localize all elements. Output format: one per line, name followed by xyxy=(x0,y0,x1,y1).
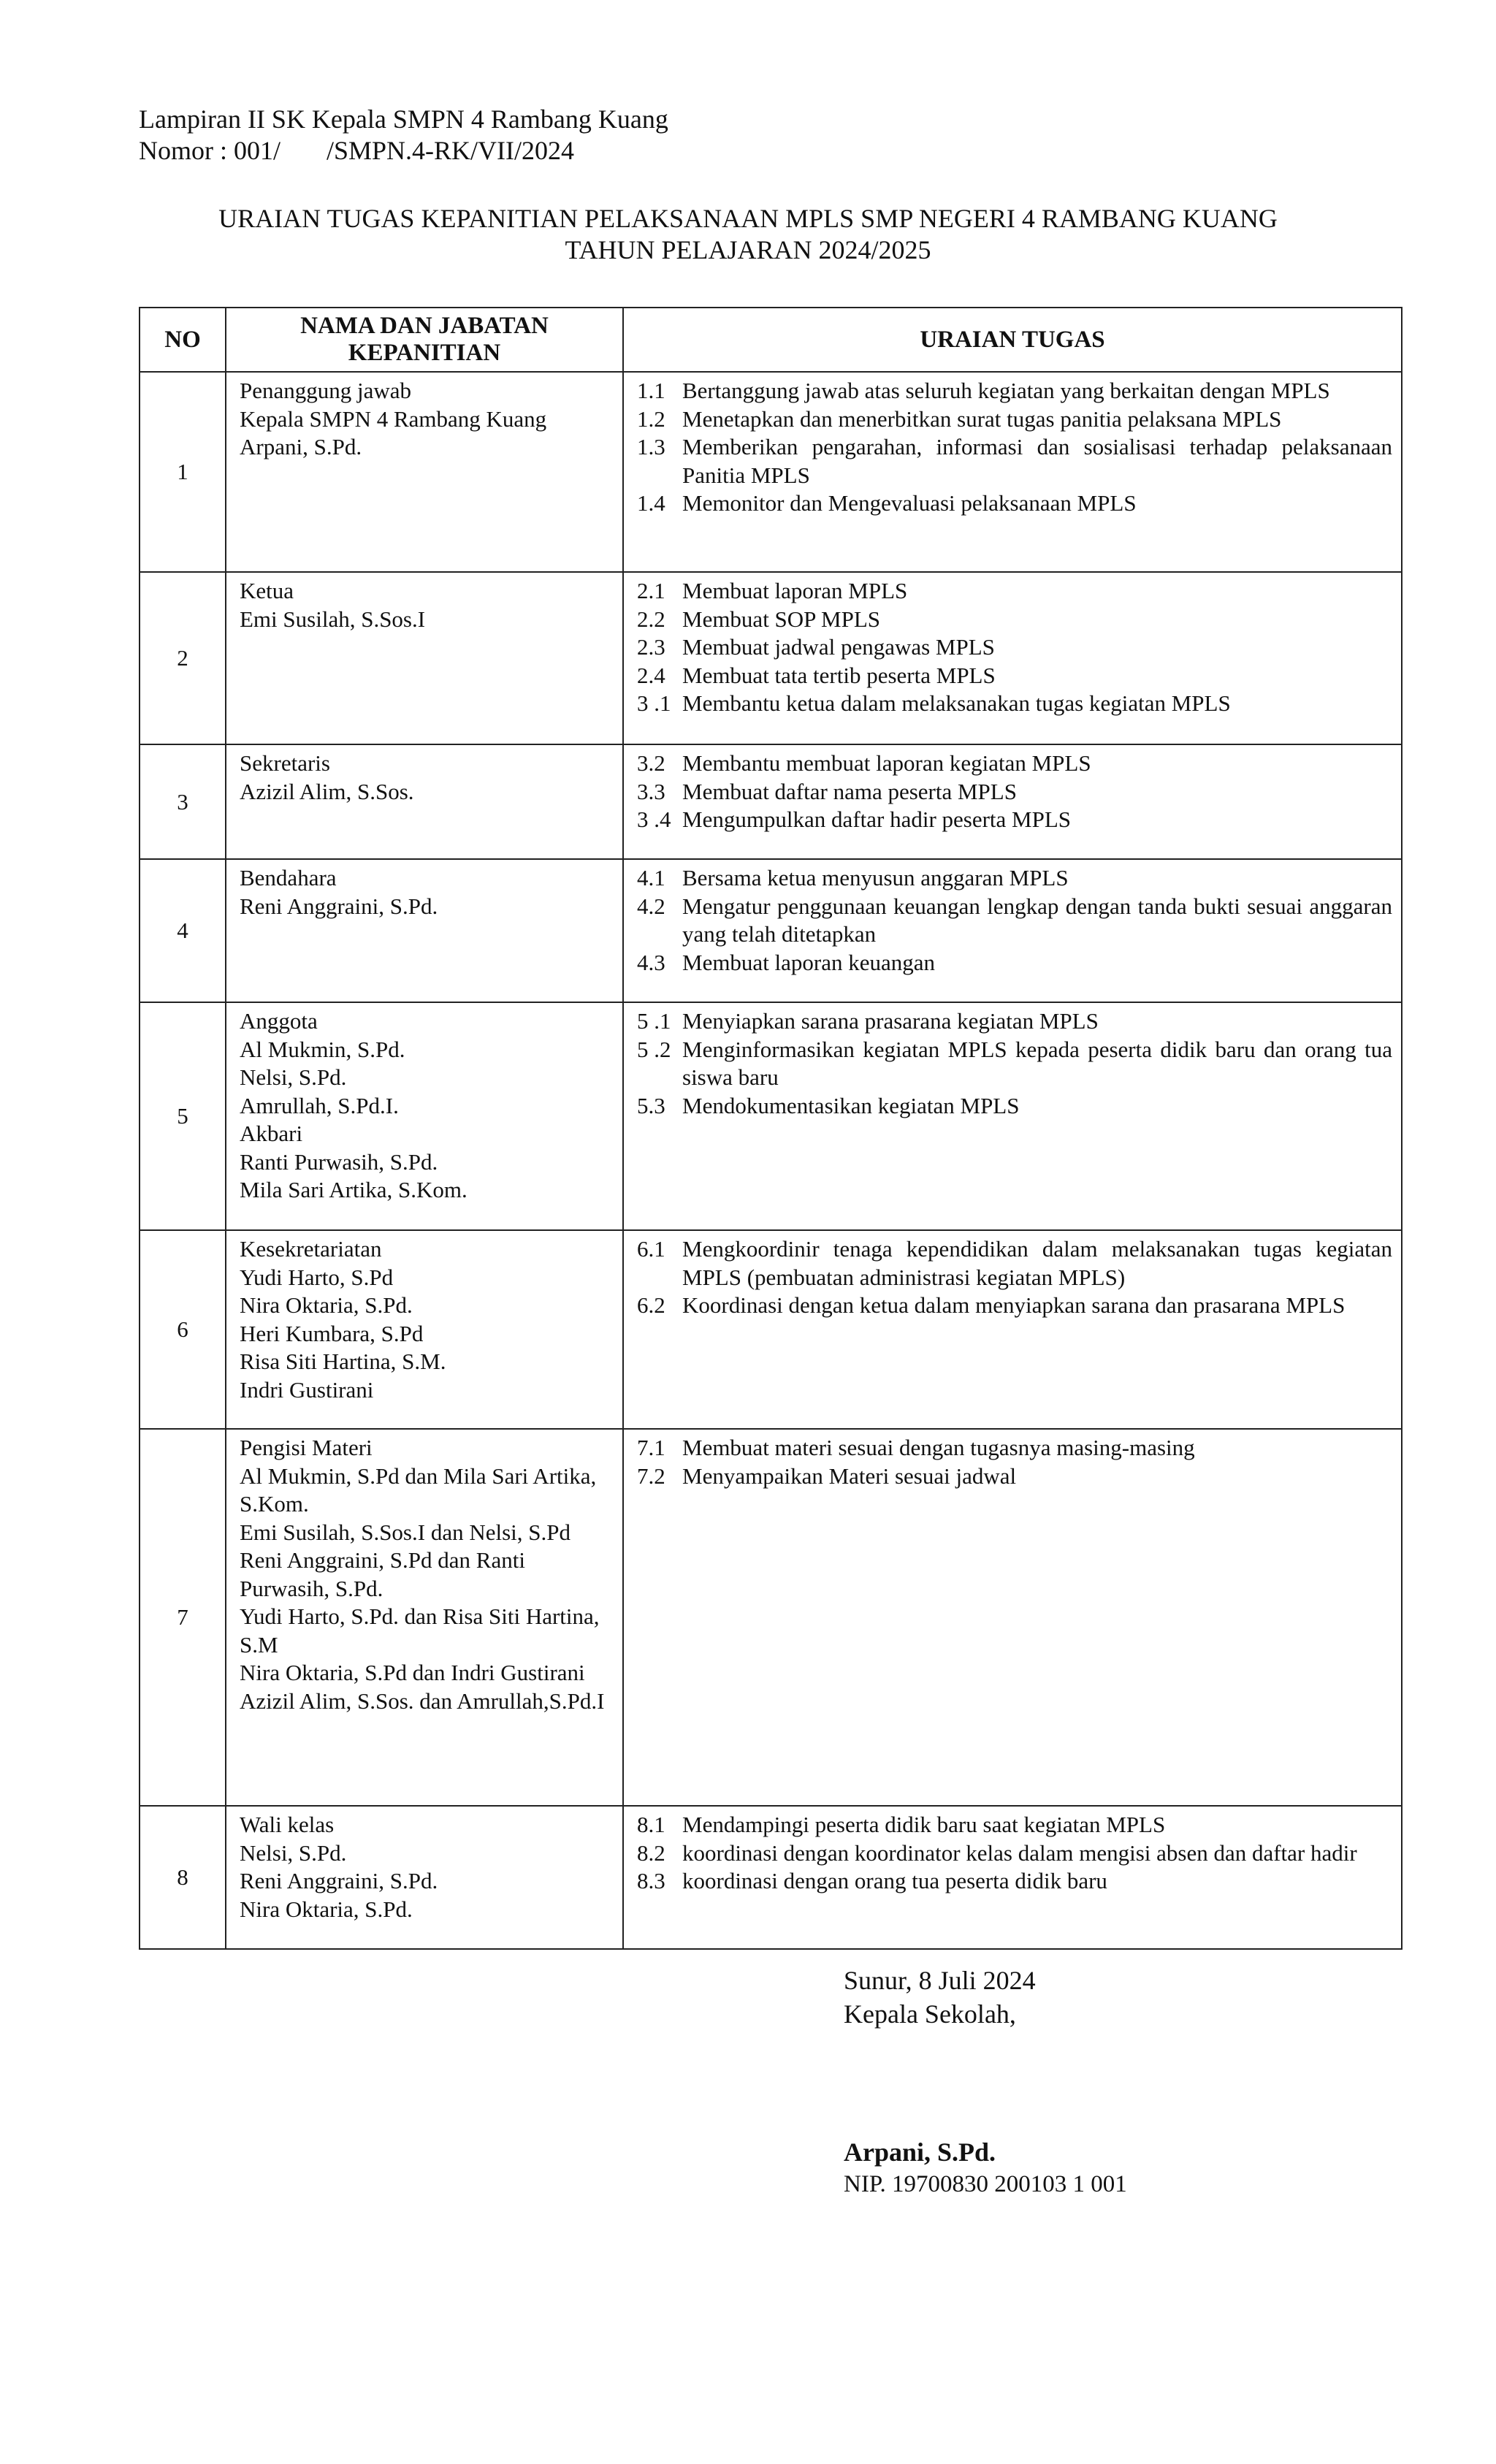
task-item xyxy=(637,405,1392,434)
task-list-cell xyxy=(623,1002,1402,1230)
committee-member: Ranti Purwasih, S.Pd. xyxy=(240,1148,438,1175)
task-item xyxy=(637,1839,1392,1868)
committee-member: Nira Oktaria, S.Pd. xyxy=(240,1292,413,1318)
attachment-reference: Lampiran II SK Kepala SMPN 4 Rambang Kuang xyxy=(139,104,668,134)
task-text: Membantu ketua dalam melaksanakan tugas kegiatan MPLS xyxy=(682,690,1231,716)
committee-role: Sekretaris xyxy=(240,750,330,776)
task-item xyxy=(637,1092,1392,1121)
committee-member: Al Mukmin, S.Pd dan Mila Sari Artika, S.Kom. xyxy=(240,1462,597,1517)
task-item xyxy=(637,1235,1392,1292)
task-list-cell xyxy=(623,572,1402,744)
task-text: Mengkoordinir tenaga kependidikan dalam melaksanakan tugas kegiatan MPLS (pembuatan administrasi kegiatan MPLS) xyxy=(682,1236,1392,1290)
task-list-cell xyxy=(623,372,1402,572)
task-text: Mengatur penggunaan keuangan lengkap dengan tanda bukti sesuai anggaran yang telah ditetapkan xyxy=(682,893,1392,947)
task-number: 2.1 xyxy=(637,578,665,603)
committee-names-cell xyxy=(226,1230,623,1429)
row-number: 4 xyxy=(140,859,226,1002)
task-text: Bersama ketua menyusun anggaran MPLS xyxy=(682,865,1069,890)
task-item xyxy=(637,1462,1392,1491)
task-item xyxy=(637,1036,1392,1092)
task-item xyxy=(637,377,1392,405)
task-number: 4.3 xyxy=(637,949,665,975)
task-list-cell xyxy=(623,1429,1402,1806)
committee-role: Bendahara xyxy=(240,865,337,890)
task-number: 1.3 xyxy=(637,434,665,459)
task-number: 8.3 xyxy=(637,1868,665,1893)
task-text: Membuat jadwal pengawas MPLS xyxy=(682,634,995,660)
task-text: Mendampingi peserta didik baru saat kegiatan MPLS xyxy=(682,1812,1166,1837)
table-row xyxy=(140,1429,1402,1806)
table-row xyxy=(140,1806,1402,1949)
signer-role: Kepala Sekolah, xyxy=(844,1999,1016,2029)
committee-member: Nira Oktaria, S.Pd dan Indri Gustirani xyxy=(240,1660,585,1685)
task-item xyxy=(637,489,1392,518)
committee-role: Wali kelas xyxy=(240,1812,335,1837)
committee-member: Amrullah, S.Pd.I. xyxy=(240,1092,399,1118)
task-text: Membuat materi sesuai dengan tugasnya masing-masing xyxy=(682,1435,1195,1460)
committee-names-cell xyxy=(226,572,623,744)
row-number: 2 xyxy=(140,572,226,744)
committee-role: Anggota xyxy=(240,1008,318,1034)
place-date: Sunur, 8 Juli 2024 xyxy=(844,1966,1036,1995)
row-number: 1 xyxy=(140,372,226,572)
task-list-cell xyxy=(623,744,1402,859)
header-no: NO xyxy=(140,308,226,372)
task-text: Menginformasikan kegiatan MPLS kepada peserta didik baru dan orang tua siswa baru xyxy=(682,1036,1392,1090)
task-text: Membuat tata tertib peserta MPLS xyxy=(682,662,996,688)
row-number: 3 xyxy=(140,744,226,859)
committee-role: Kesekretariatan xyxy=(240,1236,382,1262)
committee-member: Yudi Harto, S.Pd. dan Risa Siti Hartina, S.M xyxy=(240,1603,600,1658)
task-text: Membantu membuat laporan kegiatan MPLS xyxy=(682,750,1091,776)
committee-names-cell xyxy=(226,744,623,859)
committee-member: Emi Susilah, S.Sos.I xyxy=(240,606,426,632)
task-text: Bertanggung jawab atas seluruh kegiatan yang berkaitan dengan MPLS xyxy=(682,378,1330,403)
row-number: 7 xyxy=(140,1429,226,1806)
committee-names-cell xyxy=(226,859,623,1002)
task-text: koordinasi dengan koordinator kelas dalam mengisi absen dan daftar hadir xyxy=(682,1839,1357,1866)
header-tasks: URAIAN TUGAS xyxy=(623,308,1402,372)
committee-member: Emi Susilah, S.Sos.I dan Nelsi, S.Pd xyxy=(240,1519,570,1545)
committee-member: Reni Anggraini, S.Pd. xyxy=(240,1868,438,1893)
task-number: 5 .2 xyxy=(637,1036,671,1062)
committee-member: Azizil Alim, S.Sos. dan Amrullah,S.Pd.I xyxy=(240,1687,605,1714)
task-text: Membuat laporan keuangan xyxy=(682,949,936,975)
table-row xyxy=(140,1002,1402,1230)
task-item xyxy=(637,864,1392,893)
task-text: Koordinasi dengan ketua dalam menyiapkan sarana dan prasarana MPLS xyxy=(682,1292,1346,1318)
task-text: Memberikan pengarahan, informasi dan sosialisasi terhadap pelaksanaan Panitia MPLS xyxy=(682,434,1392,488)
task-list-cell xyxy=(623,1806,1402,1949)
committee-member: Nelsi, S.Pd. xyxy=(240,1839,347,1866)
title-line-2: TAHUN PELAJARAN 2024/2025 xyxy=(565,235,931,264)
committee-role: Ketua xyxy=(240,578,294,603)
committee-member: Risa Siti Hartina, S.M. xyxy=(240,1349,446,1374)
committee-member: Azizil Alim, S.Sos. xyxy=(240,778,414,804)
task-number: 1.2 xyxy=(637,405,665,432)
committee-member: Arpani, S.Pd. xyxy=(240,434,362,459)
signature-block xyxy=(844,1964,1036,2031)
task-number: 2.2 xyxy=(637,606,665,632)
task-item xyxy=(637,893,1392,949)
task-item xyxy=(637,778,1392,806)
committee-member: Akbari xyxy=(240,1121,303,1146)
task-number: 4.2 xyxy=(637,893,665,919)
duty-table xyxy=(139,307,1402,1950)
task-item xyxy=(637,662,1392,690)
task-item xyxy=(637,1007,1392,1036)
task-number: 7.1 xyxy=(637,1435,665,1460)
task-item xyxy=(637,433,1392,489)
task-number: 1.1 xyxy=(637,378,665,403)
committee-member: Nira Oktaria, S.Pd. xyxy=(240,1896,413,1922)
task-item xyxy=(637,1434,1392,1462)
task-number: 3.2 xyxy=(637,750,665,776)
table-row xyxy=(140,372,1402,572)
task-item xyxy=(637,1292,1392,1320)
task-item xyxy=(637,1867,1392,1896)
table-row xyxy=(140,859,1402,1002)
committee-names-cell xyxy=(226,1429,623,1806)
task-item xyxy=(637,577,1392,606)
task-number: 6.2 xyxy=(637,1292,665,1318)
task-text: Mendokumentasikan kegiatan MPLS xyxy=(682,1092,1020,1118)
signer-name: Arpani, S.Pd. xyxy=(844,2137,996,2167)
committee-member: Yudi Harto, S.Pd xyxy=(240,1264,394,1290)
committee-member: Al Mukmin, S.Pd. xyxy=(240,1036,405,1062)
task-text: Menyampaikan Materi sesuai jadwal xyxy=(682,1462,1017,1489)
committee-names-cell xyxy=(226,1806,623,1949)
task-text: Membuat daftar nama peserta MPLS xyxy=(682,778,1017,804)
task-item xyxy=(637,750,1392,778)
table-body xyxy=(140,372,1402,1949)
committee-member: Kepala SMPN 4 Rambang Kuang xyxy=(240,405,547,432)
committee-member: Reni Anggraini, S.Pd. xyxy=(240,893,438,919)
task-number: 2.3 xyxy=(637,634,665,660)
committee-role: Penanggung jawab xyxy=(240,378,412,403)
committee-member: Mila Sari Artika, S.Kom. xyxy=(240,1177,468,1202)
task-number: 2.4 xyxy=(637,662,665,688)
task-list-cell xyxy=(623,1230,1402,1429)
committee-role: Pengisi Materi xyxy=(240,1435,373,1460)
table-row xyxy=(140,744,1402,859)
header-names: NAMA DAN JABATAN KEPANITIAN xyxy=(226,308,623,372)
committee-names-cell xyxy=(226,372,623,572)
task-number: 3 .4 xyxy=(637,806,671,832)
task-number: 4.1 xyxy=(637,865,665,890)
task-number: 6.1 xyxy=(637,1236,665,1262)
table-header-row xyxy=(140,308,1402,372)
task-text: Menyiapkan sarana prasarana kegiatan MPLS xyxy=(682,1008,1099,1034)
row-number: 5 xyxy=(140,1002,226,1230)
task-text: Mengumpulkan daftar hadir peserta MPLS xyxy=(682,806,1072,832)
committee-member: Nelsi, S.Pd. xyxy=(240,1064,347,1090)
row-number: 8 xyxy=(140,1806,226,1949)
committee-member: Reni Anggraini, S.Pd dan Ranti Purwasih, S.Pd. xyxy=(240,1547,525,1601)
table-row xyxy=(140,572,1402,744)
task-number: 1.4 xyxy=(637,490,665,516)
document-header xyxy=(139,104,668,167)
task-number: 8.2 xyxy=(637,1839,665,1866)
title-line-1: URAIAN TUGAS KEPANITIAN PELAKSANAAN MPLS SMP NEGERI 4 RAMBANG KUANG xyxy=(218,204,1278,233)
task-item xyxy=(637,1811,1392,1839)
row-number: 6 xyxy=(140,1230,226,1429)
task-number: 8.1 xyxy=(637,1812,665,1837)
committee-names-cell xyxy=(226,1002,623,1230)
task-item xyxy=(637,949,1392,977)
task-number: 3 .1 xyxy=(637,690,671,716)
task-item xyxy=(637,690,1392,718)
task-number: 5.3 xyxy=(637,1092,665,1118)
task-text: koordinasi dengan orang tua peserta didik baru xyxy=(682,1868,1107,1893)
task-list-cell xyxy=(623,859,1402,1002)
committee-member: Heri Kumbara, S.Pd xyxy=(240,1320,424,1346)
task-number: 5 .1 xyxy=(637,1008,671,1034)
document-number: Nomor : 001/ /SMPN.4-RK/VII/2024 xyxy=(139,136,575,165)
task-item xyxy=(637,806,1392,834)
task-item xyxy=(637,633,1392,662)
task-number: 3.3 xyxy=(637,778,665,804)
table-row xyxy=(140,1230,1402,1429)
task-text: Menetapkan dan menerbitkan surat tugas panitia pelaksana MPLS xyxy=(682,405,1282,432)
task-text: Membuat SOP MPLS xyxy=(682,606,881,632)
task-number: 7.2 xyxy=(637,1462,665,1489)
document-title xyxy=(0,203,1496,266)
task-item xyxy=(637,606,1392,634)
task-text: Memonitor dan Mengevaluasi pelaksanaan MPLS xyxy=(682,490,1137,516)
signer-nip: NIP. 19700830 200103 1 001 xyxy=(844,2171,1127,2197)
committee-member: Indri Gustirani xyxy=(240,1376,374,1403)
task-text: Membuat laporan MPLS xyxy=(682,578,908,603)
